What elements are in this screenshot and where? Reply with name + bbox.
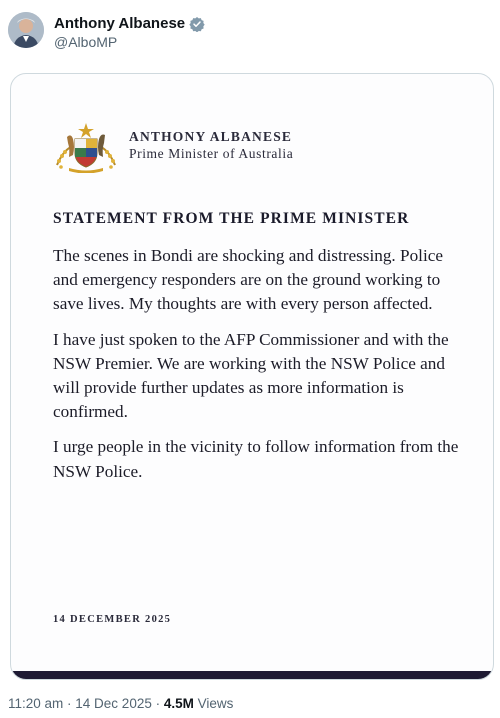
post-timestamp[interactable]: 11:20 am · 14 Dec 2025 — [8, 696, 152, 711]
statement-heading: STATEMENT FROM THE PRIME MINISTER — [53, 210, 410, 227]
verified-badge-icon — [189, 16, 205, 32]
post-header — [8, 12, 488, 52]
views-count[interactable]: 4.5M — [163, 696, 194, 711]
display-name[interactable]: Anthony Albanese — [54, 15, 186, 32]
letterhead-name: ANTHONY ALBANESE — [129, 129, 293, 144]
card-footer-bar — [11, 671, 493, 679]
avatar[interactable] — [8, 12, 44, 48]
statement-body — [53, 244, 463, 495]
statement-image-card[interactable] — [10, 73, 494, 680]
letterhead — [53, 121, 453, 175]
views-label: Views — [197, 696, 234, 711]
post-metadata — [8, 696, 233, 711]
coat-of-arms-icon — [53, 121, 119, 173]
name-line — [54, 15, 205, 32]
meta-separator: · — [151, 696, 164, 711]
statement-paragraph: I have just spoken to the AFP Commissioner and with the NSW Premier. We are working with the NSW Police and will provide further updates as more information is confirmed. — [53, 329, 449, 422]
handle[interactable]: @AlboMP — [54, 34, 118, 50]
statement-date: 14 DECEMBER 2025 — [53, 614, 172, 625]
statement-paragraph: I urge people in the vicinity to follow information from the NSW Police. — [53, 437, 459, 481]
statement-paragraph: The scenes in Bondi are shocking and distressing. Police and emergency responders are on the ground working to save lives. My thoughts are with every person affected. — [53, 246, 443, 314]
letterhead-title: Prime Minister of Australia — [129, 146, 294, 161]
